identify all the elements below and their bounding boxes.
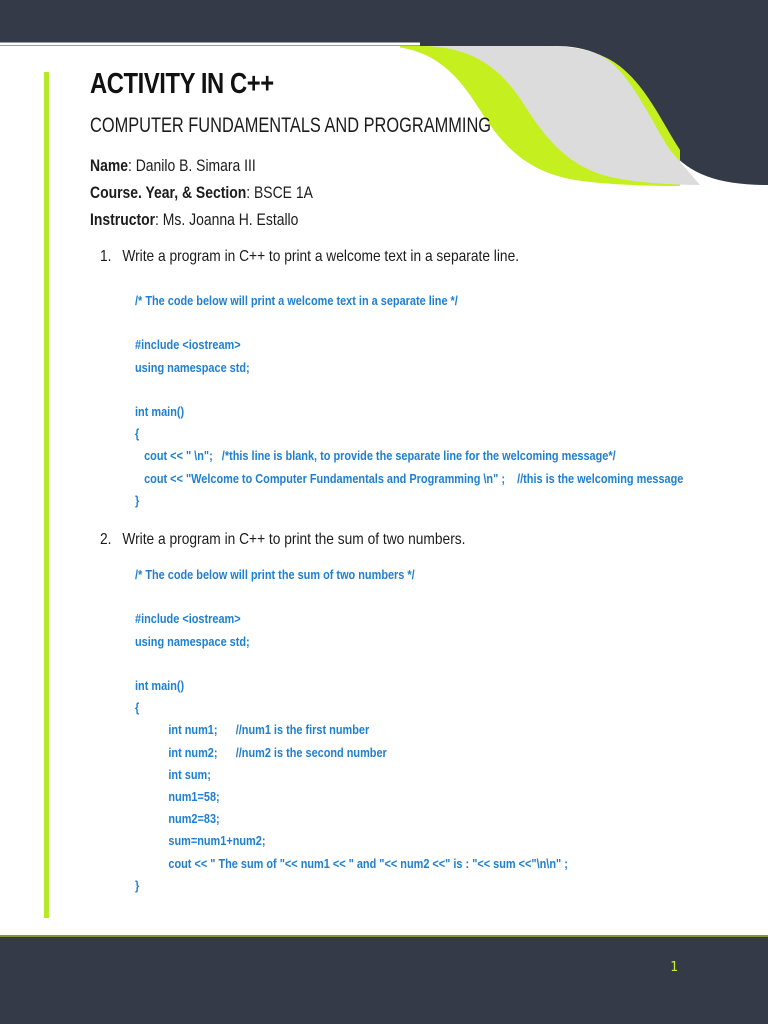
page-number: 1: [670, 960, 678, 975]
code-line: int main(): [135, 403, 185, 419]
code-line: [135, 586, 568, 608]
info-value: : Danilo B. Simara III: [127, 156, 256, 175]
code-line: [135, 653, 568, 675]
question-text: Write a program in C++ to print the sum of two numbers.: [122, 531, 466, 548]
code-line: num1=58;: [135, 789, 220, 804]
code-line: int num1; //num1 is the first number: [135, 722, 370, 738]
code-block-1: [135, 290, 683, 512]
left-accent-rule: [44, 72, 49, 918]
code-line: int num2; //num2 is the second number: [135, 744, 387, 760]
code-line: #include <iostream>: [135, 337, 241, 353]
footer-accent-line: [0, 935, 768, 937]
question-text: Write a program in C++ to print a welcome text in a separate line.: [122, 248, 520, 265]
question-number: 1.: [100, 248, 112, 265]
code-line: /* The code below will print a welcome text in a separate line */: [135, 293, 458, 308]
info-label: Name: [90, 156, 128, 175]
code-line: cout << " The sum of "<< num1 << " and "<< num2 <<" is : "<< sum <<"\n\n" ;: [135, 855, 568, 871]
info-course: [90, 183, 313, 203]
info-label: Instructor: [90, 210, 156, 229]
code-line: {: [135, 426, 140, 442]
info-name: [90, 156, 256, 176]
code-line: /* The code below will print the sum of two numbers */: [135, 567, 415, 582]
code-block-2: [135, 564, 568, 897]
code-line: }: [135, 877, 140, 893]
info-value: : Ms. Joanna H. Estallo: [155, 210, 299, 229]
code-line: {: [135, 700, 140, 716]
question-2: [100, 531, 465, 549]
code-line: using namespace std;: [135, 633, 250, 649]
code-line: [135, 379, 683, 401]
page-subtitle: COMPUTER FUNDAMENTALS AND PROGRAMMING: [90, 114, 492, 137]
info-label: Course. Year, & Section: [90, 183, 247, 202]
code-line: }: [135, 492, 140, 508]
code-line: cout << "Welcome to Computer Fundamentals and Programming \n" ; //this is the welcoming message: [135, 470, 684, 486]
code-line: [135, 312, 683, 334]
code-line: using namespace std;: [135, 359, 250, 375]
code-line: cout << " \n"; /*this line is blank, to provide the separate line for the welcoming message*/: [135, 448, 616, 464]
code-line: int sum;: [135, 766, 211, 782]
info-instructor: [90, 210, 298, 230]
question-1: [100, 248, 519, 266]
code-line: num2=83;: [135, 811, 220, 827]
code-line: int main(): [135, 677, 185, 693]
code-line: sum=num1+num2;: [135, 833, 266, 849]
code-line: #include <iostream>: [135, 611, 241, 627]
page-title: ACTIVITY IN C++: [90, 68, 274, 100]
info-value: : BSCE 1A: [246, 183, 313, 202]
footer-band: [0, 935, 768, 1024]
question-number: 2.: [100, 531, 112, 548]
